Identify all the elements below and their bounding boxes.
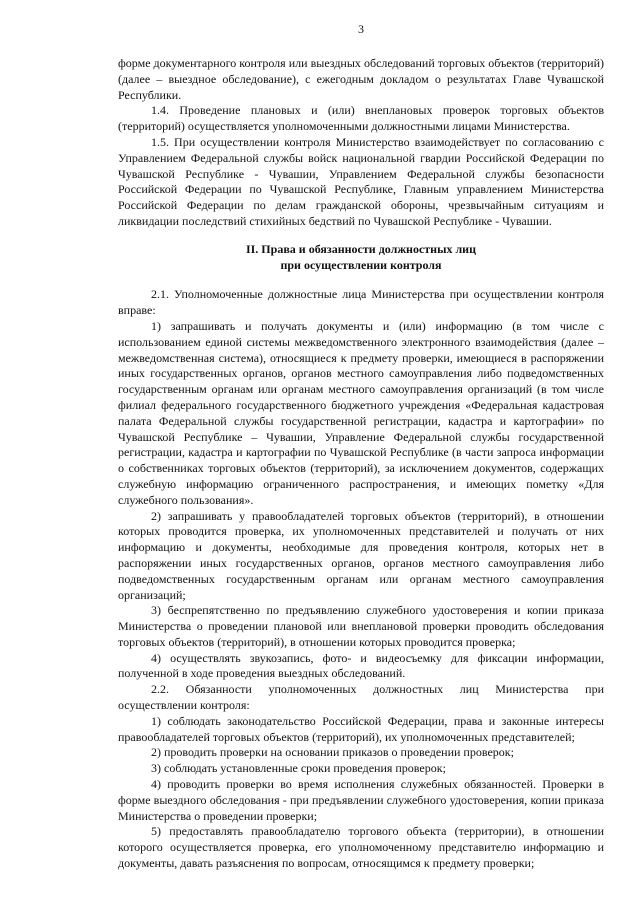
section-heading-line-2: при осуществлении контроля	[280, 257, 442, 272]
paragraph-2-1: 2.1. Уполномоченные должностные лица Министерства при осуществлении контроля вправе:	[118, 287, 604, 318]
section-heading-line-1: II. Права и обязанности должностных лиц	[245, 241, 477, 256]
list-item-2-2-4: 4) проводить проверки во время исполнения служебных обязанностей. Проверки в форме выездного обследования - при предъявлении служебного удостоверения, копии приказа Министерства о проведении проверки;	[118, 777, 604, 823]
list-item-2-1-4: 4) осуществлять звукозапись, фото- и видеосъемку для фиксации информации, полученной в ходе проведения выездных обследований.	[118, 650, 604, 681]
paragraph-1-5: 1.5. При осуществлении контроля Министерство взаимодействует по согласованию с Управлением Федеральной службы войск национальной гвардии Российской Федерации по Чувашской Республике - Чувашии, Управлением Федеральной службы безопасности Российской Федерации по Чувашской Республике, Главным управлением Министерства Российской Федерации по делам гражданской обороны, чрезвычайным ситуациям и ликвидации последствий стихийных бедствий по Чувашской Республике - Чувашии.	[118, 134, 604, 228]
page-number: 3	[358, 22, 364, 36]
paragraph-1-4: 1.4. Проведение плановых и (или) внеплановых проверок торговых объектов (территорий) осуществляется уполномоченными должностными лицами Министерства.	[118, 103, 604, 134]
section-heading	[118, 242, 604, 274]
list-item-2-2-2: 2) проводить проверки на основании приказов о проведении проверок;	[151, 745, 514, 760]
list-item-2-2-1: 1) соблюдать законодательство Российской Федерации, права и законные интересы правообладателей торговых объектов (территорий), их уполномоченных представителей;	[118, 713, 604, 744]
list-item-2-1-1: 1) запрашивать и получать документы и (или) информацию (в том числе с использованием единой системы межведомственного электронного взаимодействия (далее – межведомственная система), относящиеся к предмету проверки, имеющиеся в распоряжении иных государственных органов, органов местного самоуправления либо подведомственных государственным органам или органам местного самоуправления организаций (в том числе филиал федерального государственного бюджетного учреждения «Федеральная кадастровая палата Федеральной службы государственной регистрации, кадастра и картографии» по Чувашской Республике – Чувашии, Управление Федеральной службы государственной регистрации, кадастра и картографии по Чувашской Республике (в части запроса информации о собственниках торговых объектов (территорий), за исключением документов, содержащих служебную информацию ограниченного распространения, и имеющих пометку «Для служебного пользования».	[118, 318, 604, 507]
list-item-2-1-3: 3) беспрепятственно по предъявлению служебного удостоверения и копии приказа Министерства о проведении плановой или внеплановой проверки проводить обследования торговых объектов (территорий), в отношении которых проводится проверка;	[118, 603, 604, 649]
list-item-2-1-2: 2) запрашивать у правообладателей торговых объектов (территорий), в отношении которых проводится проверка, их уполномоченных представителей и получать от них информацию и документы, необходимые для проведения контроля, которых нет в распоряжении иных государственных органов, органов местного самоуправления либо подведомственных государственным органам или органам местного самоуправления организаций;	[118, 508, 604, 602]
paragraph-2-2: 2.2. Обязанности уполномоченных должностных лиц Министерства при осуществлении контроля:	[118, 682, 604, 713]
list-item-2-2-5: 5) предоставлять правообладателю торгового объекта (территории), в отношении которого осуществляется проверка, его уполномоченному представителю информацию и документы, давать разъяснения по вопросам, относящимся к предмету проверки;	[118, 824, 604, 871]
list-item-2-2-3: 3) соблюдать установленные сроки проведения проверок;	[151, 761, 446, 776]
paragraph-continuation: форме документарного контроля или выездных обследований торговых объектов (территорий) (далее – выездное обследование), с ежегодным докладом о результатах Главе Чувашской Республики.	[118, 56, 604, 102]
